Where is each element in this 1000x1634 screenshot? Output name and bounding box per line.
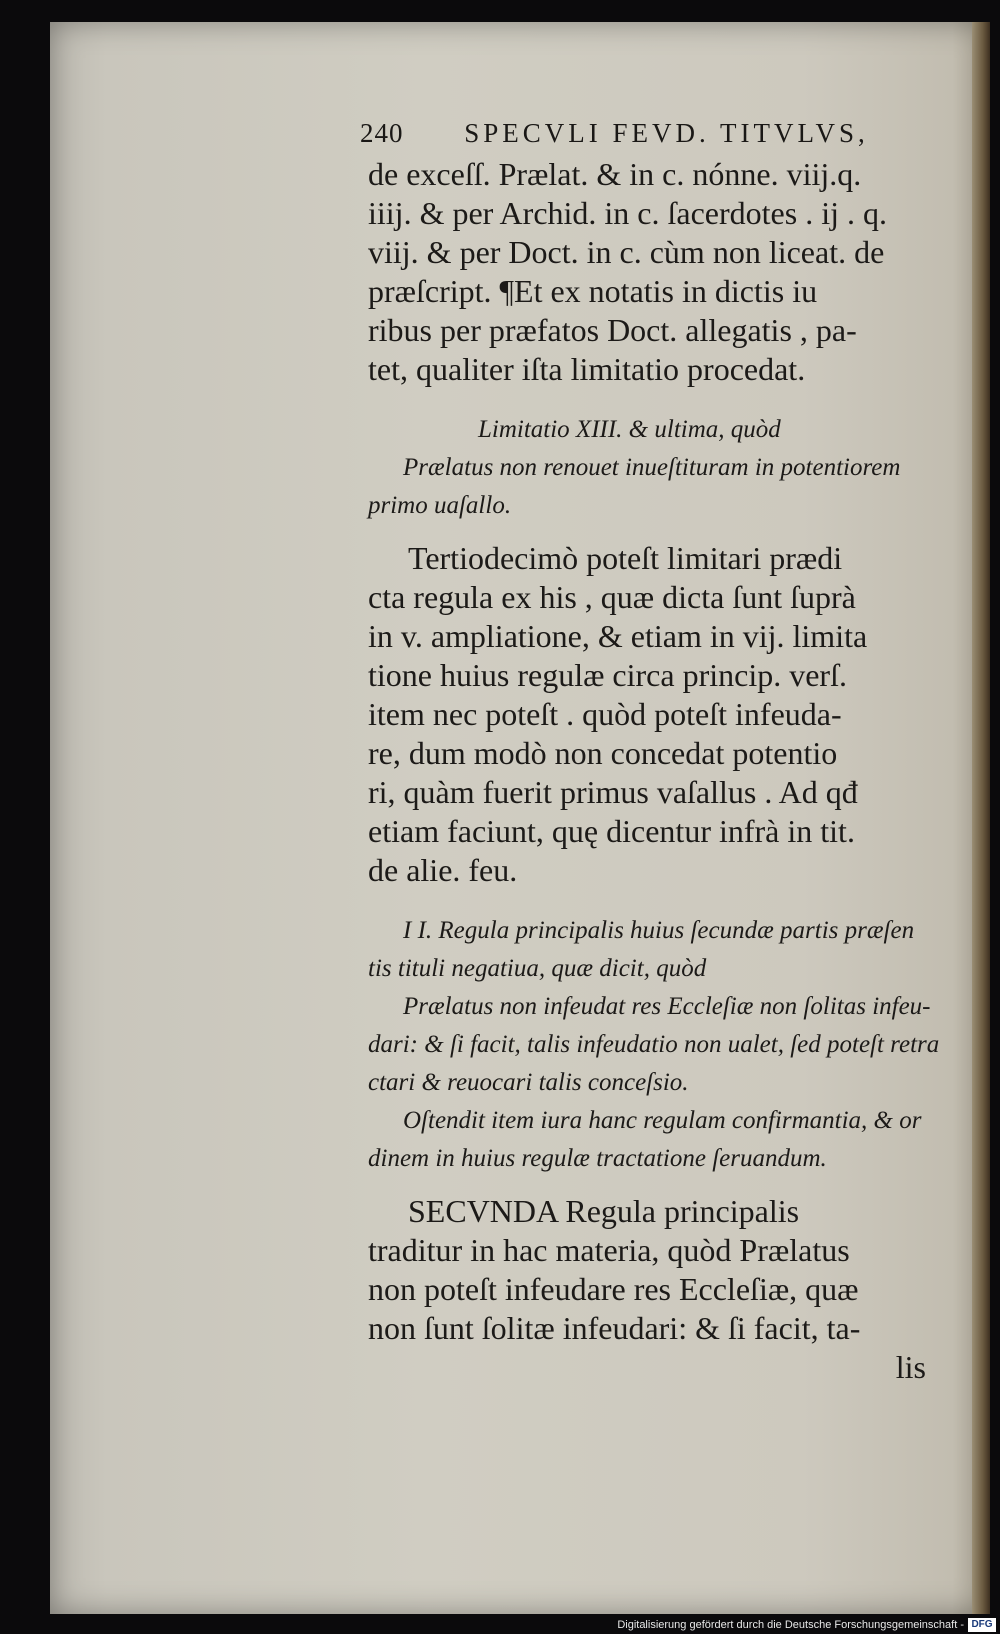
footer-credit: Digitalisierung gefördert durch die Deutsche Forschungsgemeinschaft - xyxy=(617,1619,964,1631)
limitatio-heading-line: Prælatus non renouet inueſtituram in potentiorem xyxy=(403,454,901,481)
body-line: cta regula ex his , quæ dicta ſunt ſuprà xyxy=(368,579,856,615)
summary-line: tis tituli negatiua, quæ dicit, quòd xyxy=(368,955,707,982)
summary-line: Prælatus non infeudat res Eccleſiæ non ſolitas infeu- xyxy=(403,993,931,1020)
running-title: SPECVLI FEVD. TITVLVS, xyxy=(464,118,869,148)
limitatio-heading-line: primo uaſallo. xyxy=(368,492,512,519)
body-line: de exceſſ. Prælat. & in c. nónne. viij.q. xyxy=(368,156,862,192)
body-line: traditur in hac materia, quòd Prælatus xyxy=(368,1232,850,1268)
summary-line: I I. Regula principalis huius ſecundæ partis præſen xyxy=(403,917,915,944)
body-line: præſcript. ¶Et ex notatis in dictis iu xyxy=(368,273,818,309)
body-line: ribus per præfatos Doct. allegatis , pa- xyxy=(368,312,857,348)
body-line: tione huius regulæ circa princip. verſ. xyxy=(368,657,847,693)
summary-line: ctari & reuocari talis conceſsio. xyxy=(368,1069,689,1096)
text-block xyxy=(368,155,948,1387)
body-line: iiij. & per Archid. in c. ſacerdotes . ij . q. xyxy=(368,195,887,231)
body-line: Tertiodecimò poteſt limitari prædi xyxy=(408,540,843,576)
running-head xyxy=(360,118,880,149)
body-line: SECVNDA Regula principalis xyxy=(408,1193,800,1229)
body-line: item nec poteſt . quòd poteſt infeuda- xyxy=(368,696,842,732)
body-line: re, dum modò non concedat potentio xyxy=(368,735,838,771)
body-line: etiam faciunt, quę dicentur infrà in tit. xyxy=(368,813,855,849)
body-line: de alie. feu. xyxy=(368,852,518,888)
body-line: viij. & per Doct. in c. cùm non liceat. de xyxy=(368,234,885,270)
body-line: ri, quàm fuerit primus vaſallus . Ad qđ xyxy=(368,774,858,810)
summary-line: Oſtendit item iura hanc regulam confirmantia, & or xyxy=(403,1107,922,1134)
body-line: non ſunt ſolitæ infeudari: & ſi facit, ta- xyxy=(368,1310,861,1346)
page-number: 240 xyxy=(360,118,404,148)
body-line: non poteſt infeudare res Eccleſiæ, quæ xyxy=(368,1271,859,1307)
body-line: in v. ampliatione, & etiam in vij. limita xyxy=(368,618,868,654)
summary-line: dinem in huius regulæ tractatione ſeruandum. xyxy=(368,1145,827,1172)
dfg-logo: DFG xyxy=(968,1618,996,1632)
footer-strip xyxy=(0,1614,1000,1634)
limitatio-heading-line: Limitatio XIII. & ultima, quòd xyxy=(478,416,781,443)
page-edge xyxy=(972,22,990,1614)
catchword: lis xyxy=(895,1349,926,1385)
body-line: tet, qualiter iſta limitatio procedat. xyxy=(368,351,806,387)
summary-line: dari: & ſi facit, talis infeudatio non ualet, ſed poteſt retra xyxy=(368,1031,940,1058)
